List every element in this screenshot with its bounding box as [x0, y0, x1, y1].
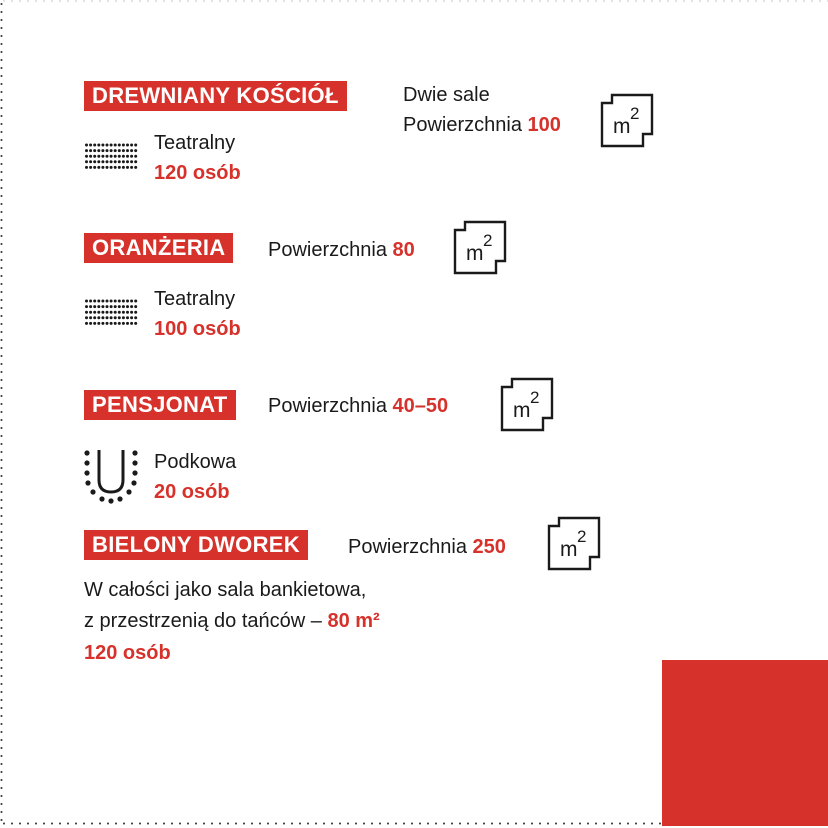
m2-icon — [453, 220, 509, 276]
capacity: 120 osób — [84, 642, 171, 664]
m2-base: m — [560, 538, 578, 561]
area-line — [268, 394, 448, 418]
m2-sup: 2 — [530, 388, 540, 407]
capacity: 120 osób — [154, 162, 241, 184]
section-title-badge — [84, 233, 233, 263]
m2-base: m — [613, 115, 631, 138]
description-text: z przestrzenią do tańców – — [84, 610, 322, 632]
area-value: 40–50 — [392, 395, 449, 417]
section-title-badge — [84, 390, 236, 420]
section-title: BIELONY DWOREK — [92, 532, 300, 557]
horseshoe-seating-icon — [82, 446, 140, 504]
theatre-seating-icon — [84, 298, 138, 328]
area-value: 250 — [472, 536, 506, 558]
layout-name: Teatralny — [154, 288, 236, 310]
area-label: Powierzchnia — [268, 239, 387, 261]
m2-sup: 2 — [483, 231, 493, 250]
area-value: 100 — [527, 114, 561, 136]
theatre-seating-icon — [84, 142, 138, 172]
section-title: PENSJONAT — [92, 392, 228, 417]
m2-icon — [600, 93, 656, 149]
layout-name: Teatralny — [154, 132, 236, 154]
area-line — [268, 238, 415, 262]
description-line-1: W całości jako sala bankietowa, — [84, 579, 367, 601]
m2-base: m — [466, 242, 484, 265]
left-dotted-border — [0, 0, 3, 826]
description-line-2 — [84, 609, 380, 633]
section-title: ORANŻERIA — [92, 235, 226, 260]
area-line — [403, 113, 561, 137]
m2-icon — [547, 516, 603, 572]
area-label: Powierzchnia — [268, 395, 387, 417]
corner-accent-square — [662, 660, 828, 826]
layout-name: Podkowa — [154, 451, 237, 473]
area-label: Powierzchnia — [348, 536, 467, 558]
section-title-badge — [84, 81, 347, 111]
m2-sup: 2 — [577, 527, 587, 546]
section-note: Dwie sale — [403, 84, 490, 106]
top-border — [0, 0, 828, 2]
dance-area-value: 80 m² — [327, 610, 380, 632]
capacity: 20 osób — [154, 481, 230, 503]
area-line — [348, 535, 506, 559]
section-title: DREWNIANY KOŚCIÓŁ — [92, 83, 339, 108]
m2-base: m — [513, 399, 531, 422]
m2-sup: 2 — [630, 104, 640, 123]
capacity: 100 osób — [154, 318, 241, 340]
section-title-badge — [84, 530, 308, 560]
m2-icon — [500, 377, 556, 433]
area-value: 80 — [392, 239, 415, 261]
area-label: Powierzchnia — [403, 114, 522, 136]
